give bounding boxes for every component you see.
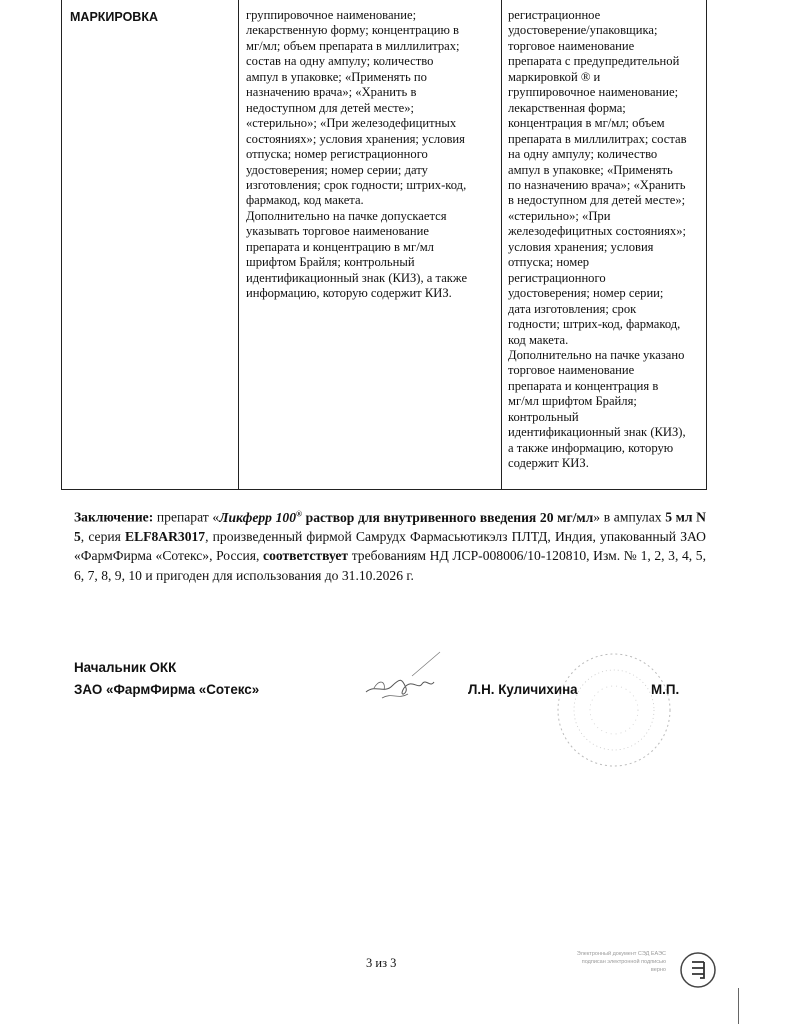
requirement-line: «стерильно»; «При железодефицитных (246, 116, 457, 131)
requirement-line: мг/мл; объем препарата в миллилитрах; (246, 38, 460, 53)
row-label: МАРКИРОВКА (70, 10, 158, 24)
result-line: препарата и концентрация в (508, 378, 659, 393)
requirement-line: ампул в упаковке; «Применять по (246, 69, 427, 84)
result-line: идентификационный знак (КИЗ), (508, 425, 686, 440)
result-line: контрольный (508, 409, 579, 424)
result-line: отпуска; номер (508, 255, 590, 270)
result-line: мг/мл шрифтом Брайля; (508, 394, 637, 409)
result-line: по назначению врача»; «Хранить (508, 177, 686, 192)
result-line: железодефицитных состояниях»; (508, 224, 687, 239)
requirement-line: шрифтом Брайля; контрольный (246, 255, 415, 270)
requirement-line: информацию, которую содержит КИЗ. (246, 286, 452, 301)
batch-number: ELF8AR3017 (125, 528, 206, 544)
result-line: а также информацию, которую (508, 440, 674, 455)
requirement-line: назначению врача»; «Хранить в (246, 85, 417, 100)
product-form: раствор для внутривенного введения 20 мг/мл (302, 509, 594, 525)
faded-seal-stamp (540, 640, 680, 770)
result-line: торговое наименование (508, 363, 635, 378)
column-divider (501, 0, 502, 489)
result-cell (508, 8, 702, 472)
requirement-line: недоступном для детей месте»; (246, 100, 415, 115)
result-line: в недоступном для детей месте»; (508, 193, 686, 208)
result-line: содержит КИЗ. (508, 456, 589, 471)
requirement-line: отпуска; номер регистрационного (246, 147, 428, 162)
package-size: 5 мл N 5 (74, 509, 706, 544)
verdict: соответствует (263, 548, 349, 564)
conclusion-paragraph: Заключение: препарат «Ликферр 100® раствор для внутривенного введения 20 мг/мл» в ампулах 5 мл N 5, серия ELF8AR3017, произведенный фирмой Самрудх Фармасьютикэлз ПЛТД, Индия, упакованный ЗАО «ФармФирма «Сотекс», Россия, соответствует требованиям НД ЛСР-008006/10-120810, Изм. № 1, 2, 3, 4, 5, 6, 7, 8, 9, 10 и пригоден для использования до 31.10.2026 г. (74, 509, 706, 583)
result-line: код макета. (508, 332, 569, 347)
result-line: удостоверения; номер серии; (508, 286, 664, 301)
result-line: на одну ампулу; количество (508, 147, 658, 162)
electronic-signature-stamp (466, 950, 666, 974)
signer-name: Л.Н. Куличихина (468, 682, 578, 697)
result-line: группировочное наименование; (508, 85, 679, 100)
seal-placeholder: М.П. (651, 682, 680, 697)
requirement-line: указывать торговое наименование (246, 224, 429, 239)
requirement-line: лекарственную форму; концентрацию в (246, 23, 459, 38)
result-line: удостоверение/упаковщика; (508, 23, 658, 38)
result-line: лекарственная форма; (508, 100, 626, 115)
stamp-line: подписан электронной подписью (581, 959, 666, 965)
requirement-line: удостоверения; номер серии; дату (246, 162, 428, 177)
result-line: «стерильно»; «При (508, 208, 611, 223)
result-line: концентрация в мг/мл; объем (508, 116, 665, 131)
page-number: 3 из 3 (366, 956, 397, 970)
registered-mark: ® (296, 509, 302, 518)
requirement-cell (246, 8, 493, 302)
marking-table (61, 0, 707, 490)
signer-organization: ЗАО «ФармФирма «Сотекс» (74, 682, 260, 697)
conclusion-label: Заключение: (74, 509, 154, 525)
stamp-line: верно (650, 967, 666, 973)
result-line: регистрационное (508, 8, 601, 22)
result-line: торговое наименование (508, 38, 635, 53)
requirement-line: фармакод, код макета. (246, 193, 364, 208)
requirement-line: идентификационный знак (КИЗ), а также (246, 270, 468, 285)
requirement-line: состояниях»; условия хранения; условия (246, 131, 465, 146)
result-line: препарата с предупредительной (508, 54, 680, 69)
signer-position: Начальник ОКК (74, 660, 177, 675)
result-line: Дополнительно на пачке указано (508, 347, 685, 362)
handwritten-signature (362, 648, 462, 708)
result-line: дата изготовления; срок (508, 301, 637, 316)
requirement-line: группировочное наименование; (246, 8, 417, 22)
requirement-line: препарата и концентрацию в мг/мл (246, 239, 434, 254)
result-line: препарата в миллилитрах; состав (508, 131, 687, 146)
stamp-line: Электронный документ СЭД ЕАЭС (576, 951, 666, 957)
result-line: регистрационного (508, 270, 606, 285)
requirement-line: Дополнительно на пачке допускается (246, 208, 447, 223)
column-divider (238, 0, 239, 489)
product-name: Ликферр 100 (219, 509, 297, 525)
document-stamp-icon (678, 950, 718, 990)
result-line: ампул в упаковке; «Применять (508, 162, 673, 177)
result-line: условия хранения; условия (508, 239, 654, 254)
result-line: маркировкой ® и (508, 69, 601, 84)
requirement-line: изготовления; срок годности; штрих-код, (246, 177, 467, 192)
requirement-line: состав на одну ампулу; количество (246, 54, 434, 69)
scan-edge-mark (738, 988, 739, 1024)
result-line: годности; штрих-код, фармакод, (508, 317, 681, 332)
